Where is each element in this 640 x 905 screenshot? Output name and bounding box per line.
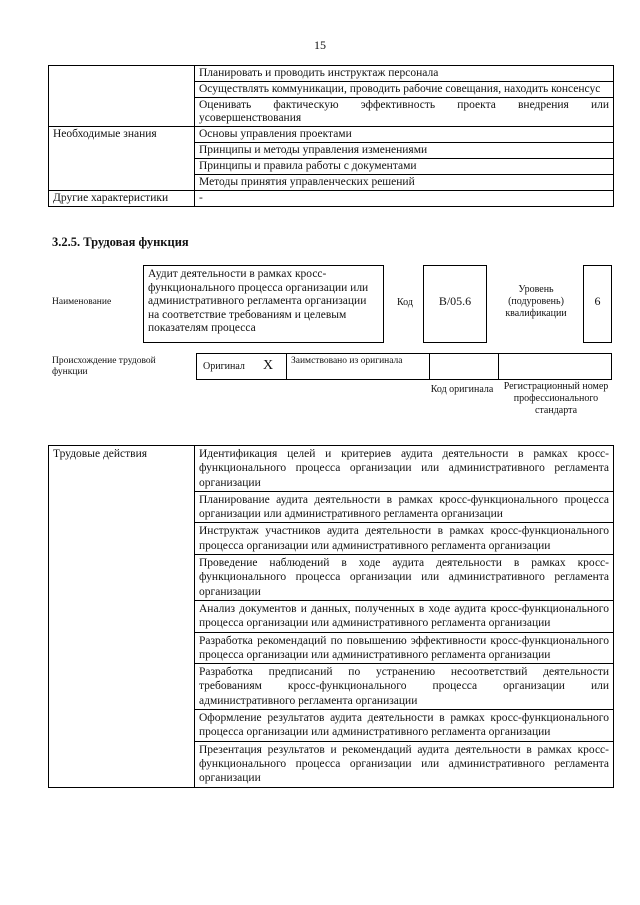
- table-cell: Анализ документов и данных, полученных в ходе аудита кросс-функционального процесса организации или административного регламента организации: [195, 600, 614, 632]
- table-cell: Оформление результатов аудита деятельности в рамках кросс-функционального процесса организации или административного регламента организации: [195, 710, 614, 742]
- level-box: 6: [583, 265, 612, 343]
- level-label: Уровень (подуровень) квалификации: [505, 284, 567, 319]
- table-cell: Идентификация целей и критериев аудита деятельности в рамках кросс-функционального процесса организации или административного регламента организации: [195, 446, 614, 492]
- table-cell: Планирование аудита деятельности в рамках кросс-функционального процесса организации или административного регламента организации: [195, 491, 614, 523]
- row-label: [49, 66, 195, 127]
- code-original-label: Код оригинала: [430, 384, 494, 395]
- table-cell: Планировать и проводить инструктаж персонала: [195, 66, 614, 82]
- page-number: 15: [314, 38, 326, 52]
- table-cell: -: [195, 191, 614, 207]
- origin-label: Происхождение трудовой функции: [52, 356, 156, 377]
- table-cell: Разработка предписаний по устранению несоответствий деятельности требованиям кросс-функционального процесса организации или административного регламента организации: [195, 664, 614, 710]
- table-cell: Разработка рекомендаций по повышению эффективности кросс-функционального процесса организации или административного регламента организации: [195, 632, 614, 664]
- reg-number-label: Регистрационный номер профессионального стандарта: [503, 381, 609, 416]
- table-cell: Методы принятия управленческих решений: [195, 175, 614, 191]
- table-cell: Принципы и правила работы с документами: [195, 159, 614, 175]
- table-cell: Презентация результатов и рекомендаций аудита деятельности в рамках кросс-функционального процесса организации или административного регламента организации: [195, 741, 614, 787]
- labor-actions-label: Трудовые действия: [49, 446, 195, 788]
- code-label: Код: [397, 297, 413, 308]
- function-code-box: B/05.6: [423, 265, 487, 343]
- table-cell: Принципы и методы управления изменениями: [195, 143, 614, 159]
- reg-number-cell: [499, 354, 611, 379]
- table-row: [49, 66, 614, 82]
- original-mark: X: [263, 358, 274, 373]
- table-cell: Проведение наблюдений в ходе аудита деятельности в рамках кросс-функционального процесса организации или административного регламента организации: [195, 555, 614, 601]
- other-characteristics-label: Другие характеристики: [49, 191, 195, 207]
- table-cell: Осуществлять коммуникации, проводить рабочие совещания, находить консенсус: [195, 82, 614, 98]
- borrowed-label: Заимствовано из оригинала: [291, 356, 403, 366]
- table-row: [49, 446, 614, 492]
- function-name-box: Аудит деятельности в рамках кросс-функционального процесса организации или административного регламента организации на соответствие требованиям и целевым показателям процесса: [143, 265, 384, 343]
- section-heading: 3.2.5. Трудовая функция: [52, 235, 189, 249]
- required-knowledge-label: Необходимые знания: [49, 127, 195, 191]
- table-cell: Оценивать фактическую эффективность проекта внедрения или усовершенствования: [195, 98, 614, 127]
- original-label: Оригинал: [203, 361, 245, 372]
- skills-table: [48, 65, 614, 207]
- borrowed-cell: [287, 354, 430, 379]
- name-label: Наименование: [52, 297, 112, 307]
- table-row: [49, 127, 614, 143]
- table-cell: Инструктаж участников аудита деятельности в рамках кросс-функционального процесса организации или административного регламента организации: [195, 523, 614, 555]
- original-cell: [197, 354, 287, 379]
- table-cell: Основы управления проектами: [195, 127, 614, 143]
- table-row: [49, 191, 614, 207]
- labor-actions-table: [48, 445, 614, 788]
- origin-row: [196, 353, 612, 380]
- code-original-cell: [430, 354, 499, 379]
